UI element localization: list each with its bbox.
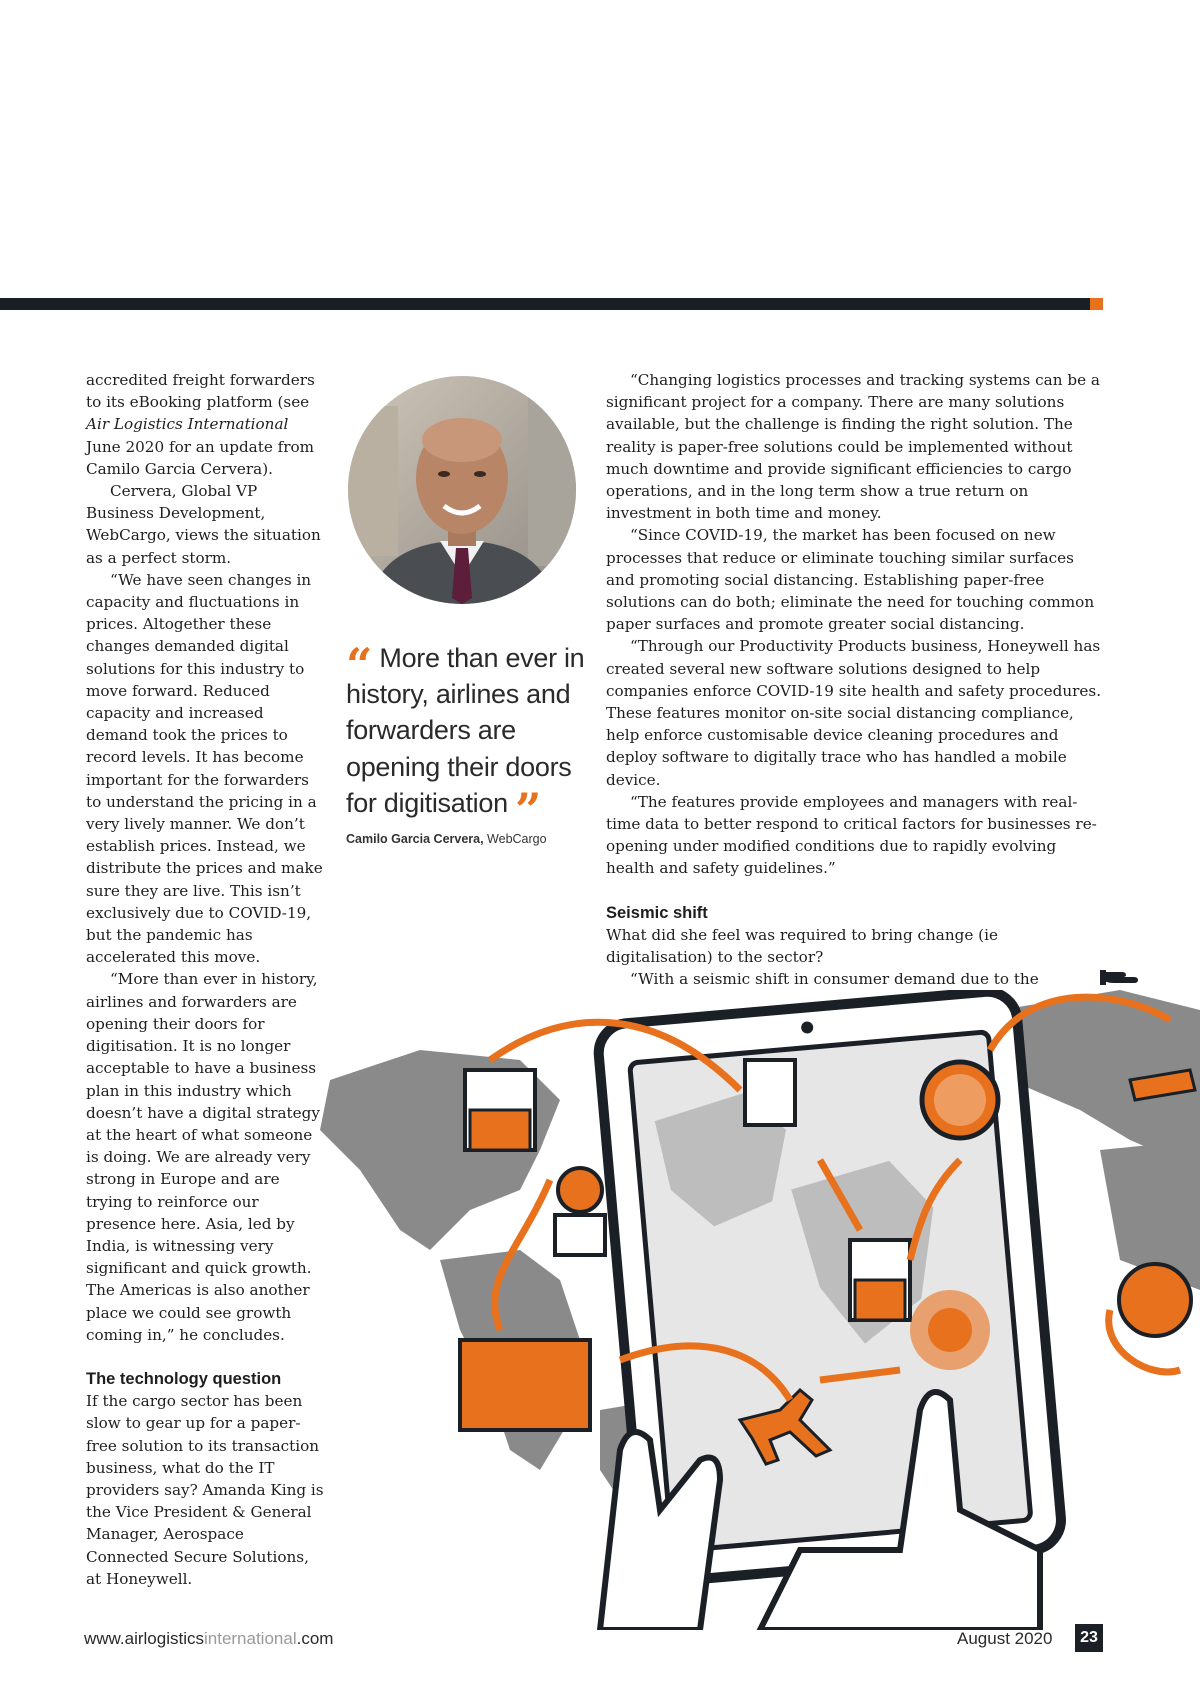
close-quote-mark: ” <box>515 782 542 837</box>
section-heading-technology: The technology question <box>86 1369 282 1388</box>
left-paragraph-4: “More than ever in history, airlines and forwarders are opening their doors for digitisation. It is no longer acceptable to have a business plan in this industry which doesn’t have a digital strategy at the heart of what someone is doing. We are already very strong in Europe and are trying to reinforce our presence here. Asia, led by India, is witnessing very significant and quick growth. The Americas is also another place we could see growth coming in,” he concludes. <box>86 970 320 1344</box>
header-rule <box>0 298 1090 310</box>
tablet-world-map-illustration <box>0 990 1200 1630</box>
left-paragraph-1: accredited freight forwarders to its eBooking platform (see Air Logistics International June 2020 for an update from Camilo Garcia Cervera). <box>86 371 315 478</box>
right-paragraph-4: “The features provide employees and managers with real-time data to better respond to critical factors for businesses re-opening under modified conditions due to rapidly evolving health and safety guidelines.” <box>606 792 1097 878</box>
page-number: 23 <box>1075 1624 1103 1652</box>
footer-date: August 2020 <box>957 1629 1053 1648</box>
right-paragraph-2: “Since COVID-19, the market has been focused on new processes that reduce or eliminate touching similar surfaces and promoting social distancing. Establishing paper-free solutions can do both; eliminate the need for touching common paper surfaces and promote greater social distancing. <box>606 526 1095 634</box>
left-paragraph-3: “We have seen changes in capacity and fluctuations in prices. Altogether these changes demanded digital solutions for this industry to move forward. Reduced capacity and increased demand took the prices to record levels. It has become important for the forwarders to understand the pricing in a very lively manner. We don’t establish prices. Instead, we distribute the prices and make sure they are live. This isn’t exclusively due to COVID-19, but the pandemic has accelerated this move. <box>86 570 323 967</box>
right-paragraph-5: What did she feel was required to bring change (ie digitalisation) to the sector? <box>606 925 998 967</box>
footer-url[interactable]: www.airlogisticsinternational.com <box>84 1629 334 1648</box>
pull-quote-text: More than ever in history, airlines and forwarders are opening their doors for digitisation <box>346 643 585 818</box>
right-column <box>606 369 1106 990</box>
section-heading-seismic: Seismic shift <box>606 903 708 922</box>
right-paragraph-6: “With a seismic shift in consumer demand due to the <box>630 970 1039 989</box>
pull-quote <box>346 638 586 837</box>
left-paragraph-2: Cervera, Global VP Business Development, WebCargo, views the situation as a perfect storm. <box>86 482 321 567</box>
left-paragraph-5: If the cargo sector has been slow to gear up for a paper-free solution to its transaction business, what do the IT providers say? Amanda King is the Vice President & General Manager, Aerospace Connected Secure Solutions, at Honeywell. <box>86 1392 324 1588</box>
right-paragraph-3: “Through our Productivity Products business, Honeywell has created several new software solutions designed to help companies enforce COVID-19 site health and safety procedures. These features monitor on-site social distancing compliance, help enforce customisable device cleaning procedures and deploy software to digitally trace who has handled a mobile device. <box>606 637 1102 789</box>
right-paragraph-1: “Changing logistics processes and tracking systems can be a significant project for a company. There are many solutions available, but the challenge is finding the right solution. The reality is paper-free solutions could be implemented without much downtime and provide significant efficiencies to cargo operations, and in the long term show a true return on investment in both time and money. <box>606 371 1100 523</box>
pull-quote-attribution: Camilo Garcia Cervera, WebCargo <box>346 832 547 846</box>
portrait-photo <box>348 376 576 604</box>
pointing-hand-icon <box>1100 964 1140 990</box>
header-rule-accent <box>1090 298 1103 310</box>
open-quote-mark: “ <box>346 638 373 692</box>
